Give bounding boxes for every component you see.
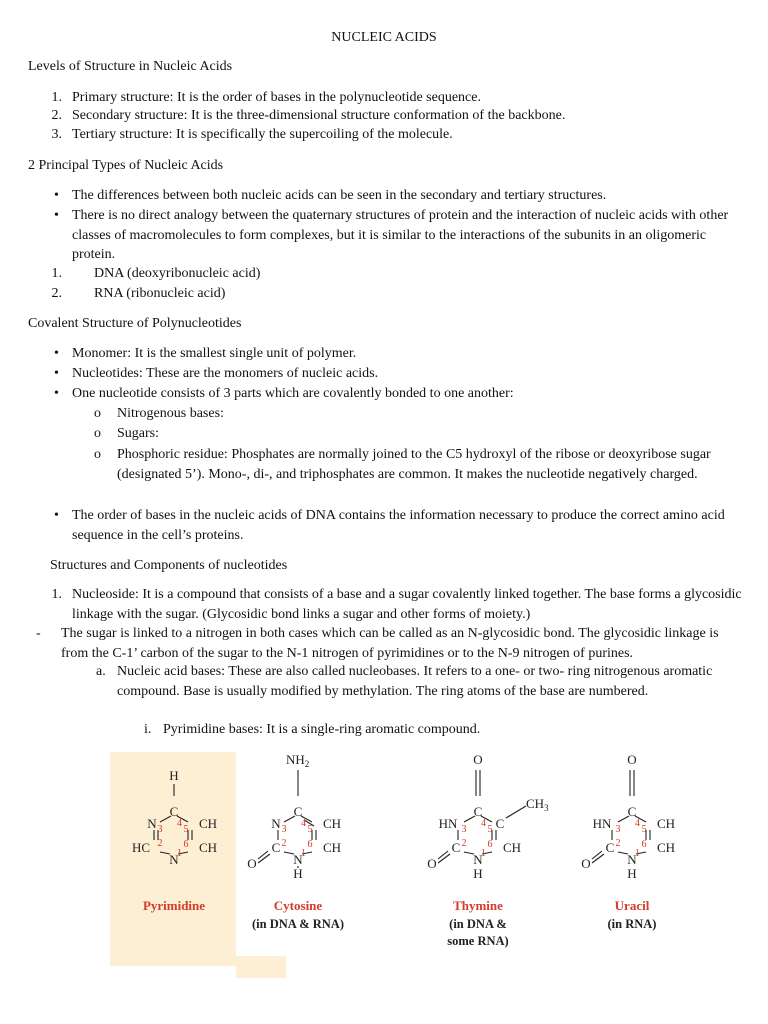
bullet-dot: • (54, 508, 59, 523)
list-number: 2. (51, 286, 62, 301)
atom-label: H (473, 866, 483, 881)
ring-number: 1 (177, 848, 182, 859)
atom-label: CH (502, 840, 522, 855)
list-number: 1. (51, 266, 62, 281)
atom-label: O (247, 856, 257, 871)
molecule-note-cytosine: (in DNA & RNA) (251, 917, 345, 931)
bond-line (592, 851, 602, 859)
ring-number: 3 (281, 824, 287, 835)
atom-label: O (427, 856, 437, 871)
atom-label: O (473, 752, 483, 767)
ch3-group: $CH_3$ (526, 796, 549, 813)
list-number: 1. (51, 587, 62, 602)
atom-label: H (627, 866, 637, 881)
dash-marker: - (36, 626, 41, 641)
list-item: The order of bases in the nucleic acids of DNA contains the information necessary to produce the correct amino acid sequence in the cell’s proteins. (72, 508, 725, 543)
bullet-dot: • (54, 386, 59, 401)
molecule-name-thymine: Thymine (453, 898, 503, 913)
atom-label: H (169, 768, 179, 783)
sub-list-item: Nitrogenous bases: (117, 406, 224, 421)
atom-label: H (293, 866, 303, 881)
bond-line (618, 816, 629, 822)
atom-label: HC (131, 840, 151, 855)
ring-number: 1 (301, 848, 306, 859)
ring-number: 5 (307, 824, 313, 835)
bond-line (592, 854, 604, 863)
list-item: Secondary structure: It is the three-dimensional structure conformation of the backbone. (72, 108, 566, 123)
ring-number: 3 (157, 824, 163, 835)
bond-line (438, 854, 450, 863)
list-item: Tertiary structure: It is specifically the supercoiling of the molecule. (72, 127, 453, 142)
list-item: One nucleotide consists of 3 parts which are covalently bonded to one another: (72, 386, 514, 401)
ring-number: 2 (615, 838, 621, 849)
ring-number: 4 (177, 818, 182, 829)
list-item: Nucleoside: It is a compound that consists of a base and a sugar covalently linked together. The base forms a glycosidic linkage with the sugar. (Glycosidic bond links a sugar and other forms of moiety.) (72, 587, 742, 622)
atom-label: N (293, 852, 303, 867)
list-item: Nucleotides: These are the monomers of nucleic acids. (72, 366, 379, 381)
atom-label: CH (198, 840, 218, 855)
list-item: Nucleic acid bases: These are also called nucleobases. It refers to a one- or two- ring nitrogenous aromatic compound. Base is usually modified by methylation. The ring atoms of the base are numbered. (117, 664, 713, 699)
atom-label: C (169, 804, 179, 819)
list-number: 3. (51, 127, 62, 142)
list-item: RNA (ribonucleic acid) (94, 286, 226, 301)
atom-label: C (605, 840, 615, 855)
list-item: Monomer: It is the smallest single unit of polymer. (72, 346, 357, 361)
molecule-note-thymine: (in DNA & (449, 917, 507, 931)
nh2-group: $NH_2$ (286, 752, 310, 769)
bond-line (258, 851, 268, 859)
list-number: 1. (51, 90, 62, 105)
atom-label: C (473, 804, 483, 819)
atom-label: CH (198, 816, 218, 831)
list-number: a. (96, 664, 106, 679)
atom-label: CH (656, 816, 676, 831)
bond-line (506, 806, 526, 818)
list-item: DNA (deoxyribonucleic acid) (94, 266, 261, 281)
atom-label: C (271, 840, 281, 855)
ring-number: 5 (487, 824, 493, 835)
list-item: Primary structure: It is the order of bases in the polynucleotide sequence. (72, 90, 481, 105)
section-heading-covalent: Covalent Structure of Polynucleotides (28, 316, 242, 331)
list-item: Pyrimidine bases: It is a single-ring aromatic compound. (163, 722, 481, 737)
atom-label: C (293, 804, 303, 819)
bullet-dot: • (54, 346, 59, 361)
bullet-dot: • (54, 188, 59, 203)
ring-number: 4 (481, 818, 486, 829)
sub-bullet-icon: o (94, 447, 101, 462)
atom-label: CH (322, 840, 342, 855)
atom-label: N (627, 852, 637, 867)
ring-number: 6 (183, 839, 189, 850)
atom-label: O (581, 856, 591, 871)
sub-list-item: Phosphoric residue: Phosphates are normally joined to the C5 hydroxyl of the ribose or deoxyribose sugar (designated 5’). Mono-, di-, and triphosphates are common. It makes the nucleotide negatively charged. (117, 447, 711, 482)
ring-number: 5 (183, 824, 189, 835)
ring-number: 3 (461, 824, 467, 835)
atom-label: CH (656, 840, 676, 855)
section-heading-structures: Structures and Components of nucleotides (50, 558, 288, 573)
list-number: i. (144, 722, 152, 737)
bullet-dot: • (54, 366, 59, 381)
atom-label: C (451, 840, 461, 855)
molecule-name-cytosine: Cytosine (273, 898, 323, 913)
ring-number: 4 (635, 818, 640, 829)
bond-line (464, 816, 475, 822)
molecule-name-pyrimidine: Pyrimidine (142, 898, 206, 913)
molecule-note-thymine-2: some RNA) (447, 934, 509, 948)
atom-label: N (147, 816, 157, 831)
pyrimidine-figure (110, 752, 710, 980)
ring-number: 2 (281, 838, 287, 849)
pyrimidine-highlight-tab (236, 956, 286, 978)
list-item: There is no direct analogy between the quaternary structures of protein and the interaction of nucleic acids with other classes of macromolecules to form complexes, but it is similar to the interactions of the subunits in an oligomeric protein. (72, 208, 729, 262)
ring-number: 1 (481, 848, 486, 859)
atom-label: HN (592, 816, 612, 831)
ring-number: 2 (461, 838, 467, 849)
bond-line (438, 851, 448, 859)
bond-line (284, 816, 295, 822)
ring-number: 5 (641, 824, 647, 835)
ring-number: 1 (635, 848, 640, 859)
ring-number: 2 (157, 838, 163, 849)
atom-label: HN (438, 816, 458, 831)
section-heading-levels: Levels of Structure in Nucleic Acids (28, 59, 233, 74)
list-item: The differences between both nucleic acids can be seen in the secondary and tertiary structures. (72, 188, 607, 203)
ring-number: 3 (615, 824, 621, 835)
atom-label: CH (322, 816, 342, 831)
bullet-dot: • (54, 208, 59, 223)
atom-label: N (473, 852, 483, 867)
atom-label: N (169, 852, 179, 867)
ring-number: 4 (301, 818, 306, 829)
ring-number: 6 (641, 839, 647, 850)
list-item: The sugar is linked to a nitrogen in both cases which can be called as an N-glycosidic bond. The glycosidic linkage is from the C-1’ carbon of the sugar to the N-1 nitrogen of pyrimidines or to the N-9 nitrogen of purines. (61, 626, 719, 661)
ring-number: 6 (307, 839, 313, 850)
list-number: 2. (51, 108, 62, 123)
atom-label: N (271, 816, 281, 831)
bond-line (258, 854, 270, 863)
atom-label: O (627, 752, 637, 767)
pyrimidine-structures-svg (110, 752, 710, 980)
molecule-note-uracil: (in RNA) (607, 917, 657, 931)
sub-list-item: Sugars: (117, 426, 159, 441)
sub-bullet-icon: o (94, 426, 101, 441)
atom-label: C (627, 804, 637, 819)
molecule-name-uracil: Uracil (614, 898, 650, 913)
sub-bullet-icon: o (94, 406, 101, 421)
section-heading-types: 2 Principal Types of Nucleic Acids (28, 158, 224, 173)
ring-number: 6 (487, 839, 493, 850)
atom-label: C (495, 816, 505, 831)
page-title: NUCLEIC ACIDS (331, 30, 437, 45)
